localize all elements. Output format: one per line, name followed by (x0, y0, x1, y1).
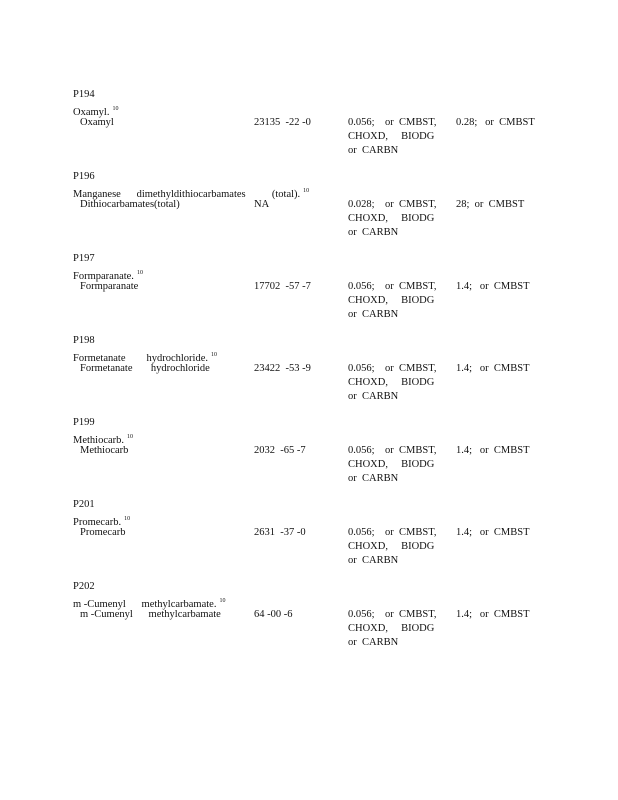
waste-title-text: m -Cumenyl methylcarbamate. (73, 599, 217, 610)
waste-title (73, 512, 593, 526)
waste-title (73, 594, 593, 608)
wastewater-line-3: or CARBN (348, 637, 399, 648)
wastewater-line-1: 0.056; or CMBST, (348, 609, 437, 620)
wastewater-line-2: CHOXD, BIODG (348, 377, 435, 388)
waste-title (73, 430, 593, 444)
constituent-row (73, 362, 593, 404)
waste-title (73, 348, 593, 362)
constituent-row (73, 608, 593, 650)
constituent-row (73, 116, 593, 158)
cas-number: 17702 -57 -7 (254, 281, 311, 292)
nonwastewater-standard: 1.4; or CMBST (456, 445, 530, 456)
constituent-row (73, 526, 593, 568)
wastewater-line-1: 0.056; or CMBST, (348, 281, 437, 292)
nonwastewater-standard: 28; or CMBST (456, 199, 525, 210)
wastewater-line-2: CHOXD, BIODG (348, 541, 435, 552)
waste-title-text: Formetanate hydrochloride. (73, 353, 209, 364)
wastewater-line-2: CHOXD, BIODG (348, 213, 435, 224)
constituent-name: Oxamyl (80, 117, 114, 128)
cas-number: NA (254, 199, 270, 210)
waste-code-list (73, 88, 593, 662)
wastewater-standard (348, 116, 436, 158)
waste-title-text: Methiocarb. (73, 435, 125, 446)
waste-title-text: Oxamyl. (73, 107, 110, 118)
footnote-ref: 10 (124, 516, 131, 522)
wastewater-standard (348, 608, 436, 650)
constituent-name: Methiocarb (80, 445, 129, 456)
constituent-row (73, 444, 593, 486)
wastewater-standard (348, 526, 436, 568)
waste-entry-p197 (73, 252, 593, 334)
waste-entry-p202 (73, 580, 593, 662)
waste-title-text: Promecarb. (73, 517, 122, 528)
wastewater-line-1: 0.056; or CMBST, (348, 445, 437, 456)
waste-entry-p194 (73, 88, 593, 170)
cas-number: 23135 -22 -0 (254, 117, 311, 128)
waste-code: P199 (73, 417, 95, 428)
constituent-row (73, 198, 593, 240)
footnote-ref: 10 (219, 598, 226, 604)
waste-entry-p199 (73, 416, 593, 498)
cas-number: 2032 -65 -7 (254, 445, 306, 456)
waste-title (73, 266, 593, 280)
wastewater-line-1: 0.056; or CMBST, (348, 527, 437, 538)
wastewater-line-1: 0.056; or CMBST, (348, 363, 437, 374)
wastewater-line-3: or CARBN (348, 391, 399, 402)
waste-title (73, 184, 593, 198)
cas-number: 2631 -37 -0 (254, 527, 306, 538)
constituent-name: Formetanate hydrochloride (80, 363, 210, 374)
wastewater-line-2: CHOXD, BIODG (348, 623, 435, 634)
nonwastewater-standard: 1.4; or CMBST (456, 527, 530, 538)
wastewater-standard (348, 444, 436, 486)
nonwastewater-standard: 1.4; or CMBST (456, 281, 530, 292)
waste-code: P198 (73, 335, 95, 346)
nonwastewater-standard: 1.4; or CMBST (456, 363, 530, 374)
waste-code: P194 (73, 89, 95, 100)
cas-number: 23422 -53 -9 (254, 363, 311, 374)
waste-code: P202 (73, 581, 95, 592)
wastewater-line-3: or CARBN (348, 145, 399, 156)
waste-code: P201 (73, 499, 95, 510)
wastewater-line-3: or CARBN (348, 227, 399, 238)
cas-number: 64 -00 -6 (254, 609, 293, 620)
wastewater-line-3: or CARBN (348, 309, 399, 320)
nonwastewater-standard: 1.4; or CMBST (456, 609, 530, 620)
footnote-ref: 10 (211, 352, 218, 358)
waste-entry-p201 (73, 498, 593, 580)
wastewater-standard (348, 280, 436, 322)
waste-title-text: Formparanate. (73, 271, 134, 282)
wastewater-line-2: CHOXD, BIODG (348, 131, 435, 142)
wastewater-line-3: or CARBN (348, 555, 399, 566)
wastewater-standard (348, 362, 436, 404)
footnote-ref: 10 (112, 106, 119, 112)
constituent-row (73, 280, 593, 322)
waste-code: P196 (73, 171, 95, 182)
wastewater-line-1: 0.028; or CMBST, (348, 199, 437, 210)
footnote-ref: 10 (127, 434, 134, 440)
constituent-name: m -Cumenyl methylcarbamate (80, 609, 221, 620)
waste-title (73, 102, 593, 116)
footnote-ref: 10 (303, 188, 310, 194)
constituent-name: Dithiocarbamates(total) (80, 199, 180, 210)
constituent-name: Promecarb (80, 527, 126, 538)
wastewater-line-2: CHOXD, BIODG (348, 295, 435, 306)
footnote-ref: 10 (136, 270, 143, 276)
wastewater-standard (348, 198, 436, 240)
waste-code: P197 (73, 253, 95, 264)
nonwastewater-standard: 0.28; or CMBST (456, 117, 535, 128)
wastewater-line-1: 0.056; or CMBST, (348, 117, 437, 128)
wastewater-line-2: CHOXD, BIODG (348, 459, 435, 470)
waste-title-text: Manganese dimethyldithiocarbamates (total). (73, 189, 301, 200)
constituent-name: Formparanate (80, 281, 139, 292)
waste-entry-p196 (73, 170, 593, 252)
waste-entry-p198 (73, 334, 593, 416)
wastewater-line-3: or CARBN (348, 473, 399, 484)
